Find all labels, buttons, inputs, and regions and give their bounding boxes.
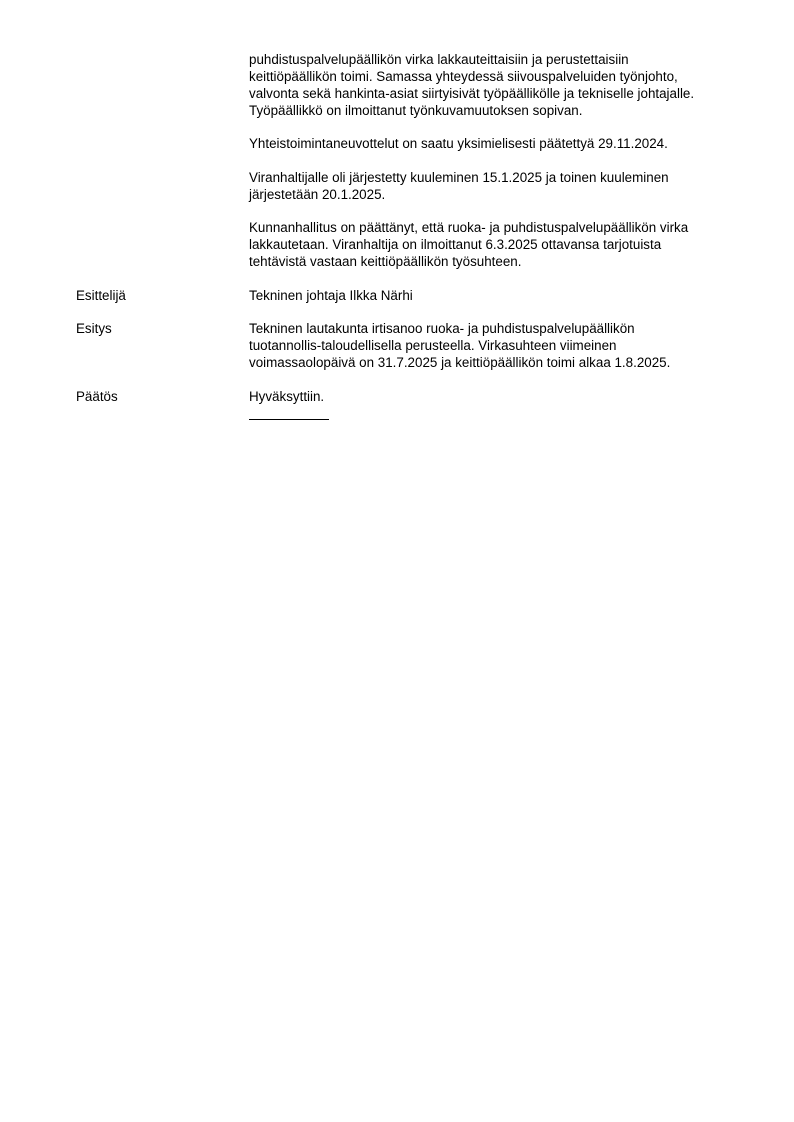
intro-p2-line: Yhteistoimintaneuvottelut on saatu yksimielisesti päätettyä 29.11.2024. xyxy=(249,136,668,151)
proposal-line: tuotannollis-taloudellisella perusteella. Virkasuhteen viimeinen xyxy=(249,338,617,353)
decision-label: Päätös xyxy=(76,389,118,404)
intro-paragraph-1 xyxy=(249,51,749,119)
intro-p1-line: puhdistuspalvelupäällikön virka lakkauteittaisiin ja perustettaisiin xyxy=(249,52,629,67)
closing-rule-divider xyxy=(249,419,329,420)
presenter-name: Tekninen johtaja Ilkka Närhi xyxy=(249,288,413,303)
decision-value: Hyväksyttiin. xyxy=(249,389,325,404)
intro-p1-line: keittiöpäällikön toimi. Samassa yhteydessä siivouspalveluiden työnjohto, xyxy=(249,69,678,84)
intro-paragraph-3 xyxy=(249,169,749,203)
proposal-line: Tekninen lautakunta irtisanoo ruoka- ja puhdistuspalvelupäällikön xyxy=(249,321,635,336)
intro-paragraph-4 xyxy=(249,219,749,270)
intro-p4-line: Kunnanhallitus on päättänyt, että ruoka- ja puhdistuspalvelupäällikön virka xyxy=(249,220,689,235)
intro-p4-line: lakkautetaan. Viranhaltija on ilmoittanut 6.3.2025 ottavansa tarjotuista xyxy=(249,237,662,252)
intro-p1-line: Työpäällikkö on ilmoittanut työnkuvamuutoksen sopivan. xyxy=(249,103,583,118)
presenter-value xyxy=(249,287,749,304)
decision-text xyxy=(249,388,749,405)
proposal-line: voimassaolopäivä on 31.7.2025 ja keittiöpäällikön toimi alkaa 1.8.2025. xyxy=(249,355,671,370)
presenter-label: Esittelijä xyxy=(76,288,126,303)
intro-p3-line: Viranhaltijalle oli järjestetty kuuleminen 15.1.2025 ja toinen kuuleminen xyxy=(249,170,669,185)
intro-p1-line: valvonta sekä hankinta-asiat siirtyisivät työpäällikölle ja tekniselle johtajalle. xyxy=(249,86,695,101)
intro-paragraph-2 xyxy=(249,135,749,152)
proposal-text xyxy=(249,320,749,371)
intro-p4-line: tehtävistä vastaan keittiöpäällikön työsuhteen. xyxy=(249,254,522,269)
proposal-label: Esitys xyxy=(76,321,112,336)
intro-p3-line: järjestetään 20.1.2025. xyxy=(249,187,386,202)
